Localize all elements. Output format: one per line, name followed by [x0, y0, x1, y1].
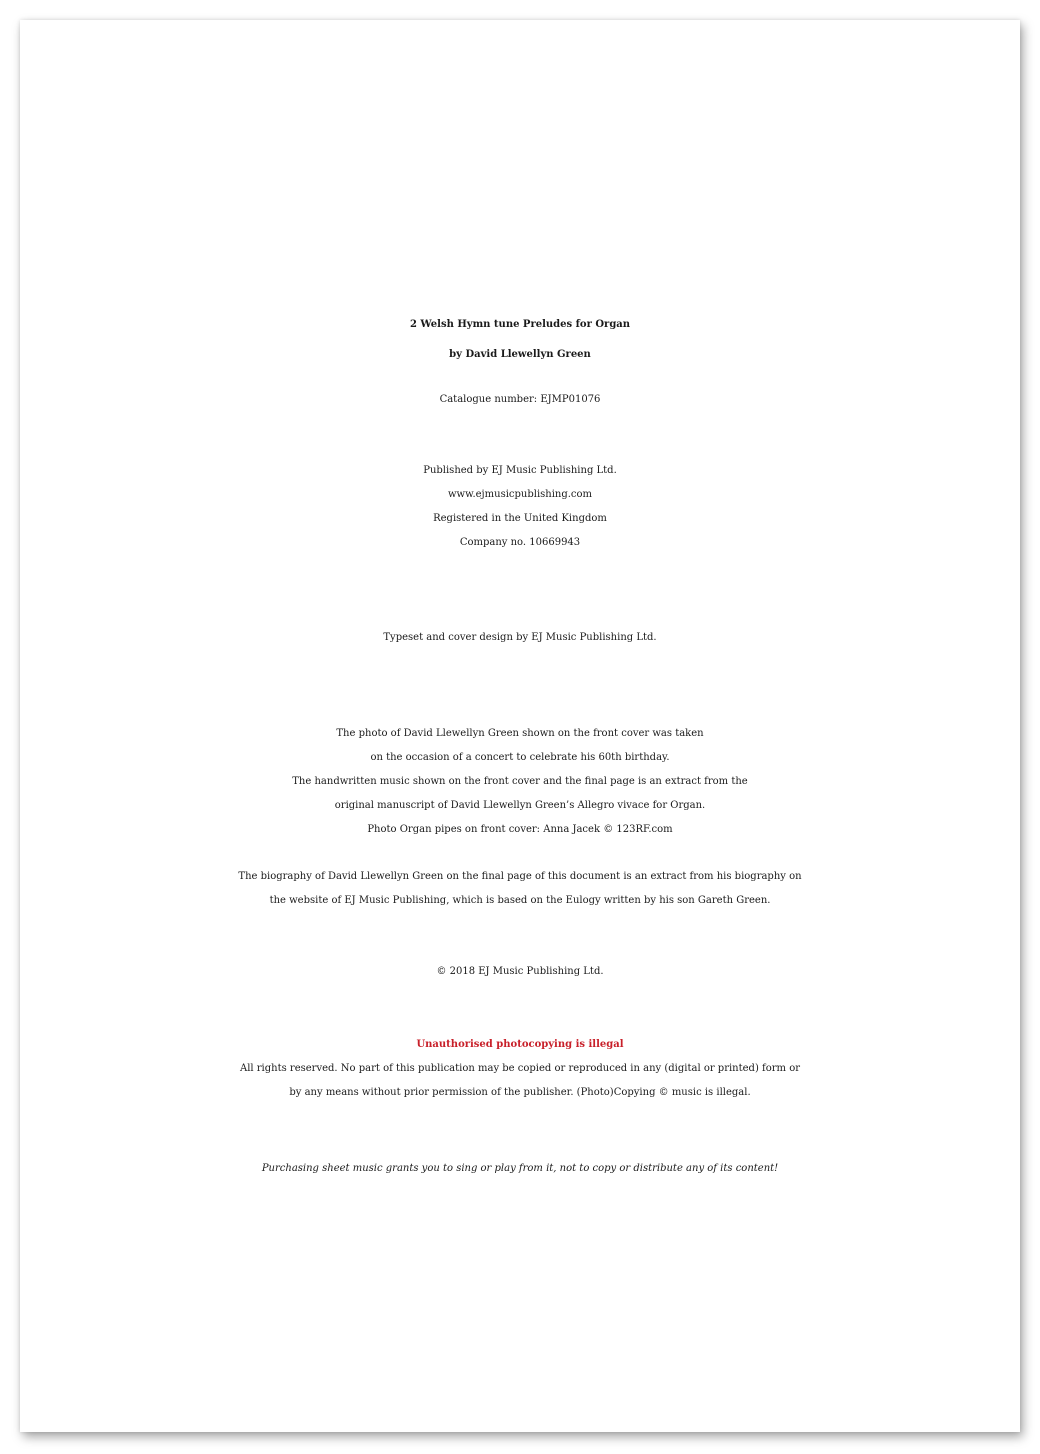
credits-line: on the occasion of a concert to celebrate his 60th birthday. — [370, 752, 670, 763]
purchase-text: Purchasing sheet music grants you to sing or play from it, not to copy or distribute any of its content! — [261, 1163, 779, 1174]
publisher-info — [20, 459, 1020, 555]
typeset-credit — [20, 626, 1020, 650]
credits-line: The handwritten music shown on the front cover and the final page is an extract from the — [292, 776, 748, 787]
rights-line-2: by any means without prior permission of the publisher. (Photo)Copying © music is illegal. — [289, 1087, 751, 1098]
purchase-note — [20, 1156, 1020, 1182]
biography-line: the website of EJ Music Publishing, which is based on the Eulogy written by his son Gareth Green. — [269, 895, 771, 906]
copyright-text: © 2018 EJ Music Publishing Ltd. — [436, 966, 604, 977]
photocopy-warning — [20, 1033, 1020, 1105]
catalogue-text: Catalogue number: EJMP01076 — [439, 394, 601, 405]
typeset-text: Typeset and cover design by EJ Music Publishing Ltd. — [383, 632, 657, 643]
copyright-notice — [20, 960, 1020, 984]
warning-heading: Unauthorised photocopying is illegal — [416, 1039, 624, 1050]
biography-note — [20, 865, 1020, 913]
rights-line-1: All rights reserved. No part of this publication may be copied or reproduced in any (digital or printed) form or — [239, 1063, 800, 1074]
credits-line: Photo Organ pipes on front cover: Anna Jacek © 123RF.com — [367, 824, 673, 835]
title-line-1: 2 Welsh Hymn tune Preludes for Organ — [409, 319, 631, 330]
document-title — [20, 310, 1020, 370]
credits-line: original manuscript of David Llewellyn Green’s Allegro vivace for Organ. — [334, 800, 706, 811]
biography-line: The biography of David Llewellyn Green on the final page of this document is an extract from his biography on — [238, 871, 802, 882]
photo-credits — [20, 722, 1020, 842]
publisher-website: www.ejmusicpublishing.com — [447, 489, 593, 500]
catalogue-number — [20, 388, 1020, 412]
publisher-company-number: Company no. 10669943 — [459, 537, 581, 548]
title-line-2: by David Llewellyn Green — [449, 349, 591, 360]
publisher-registered: Registered in the United Kingdom — [433, 513, 607, 524]
credits-line: The photo of David Llewellyn Green shown on the front cover was taken — [336, 728, 704, 739]
publisher-name: Published by EJ Music Publishing Ltd. — [423, 465, 617, 476]
document-page — [20, 20, 1020, 1432]
